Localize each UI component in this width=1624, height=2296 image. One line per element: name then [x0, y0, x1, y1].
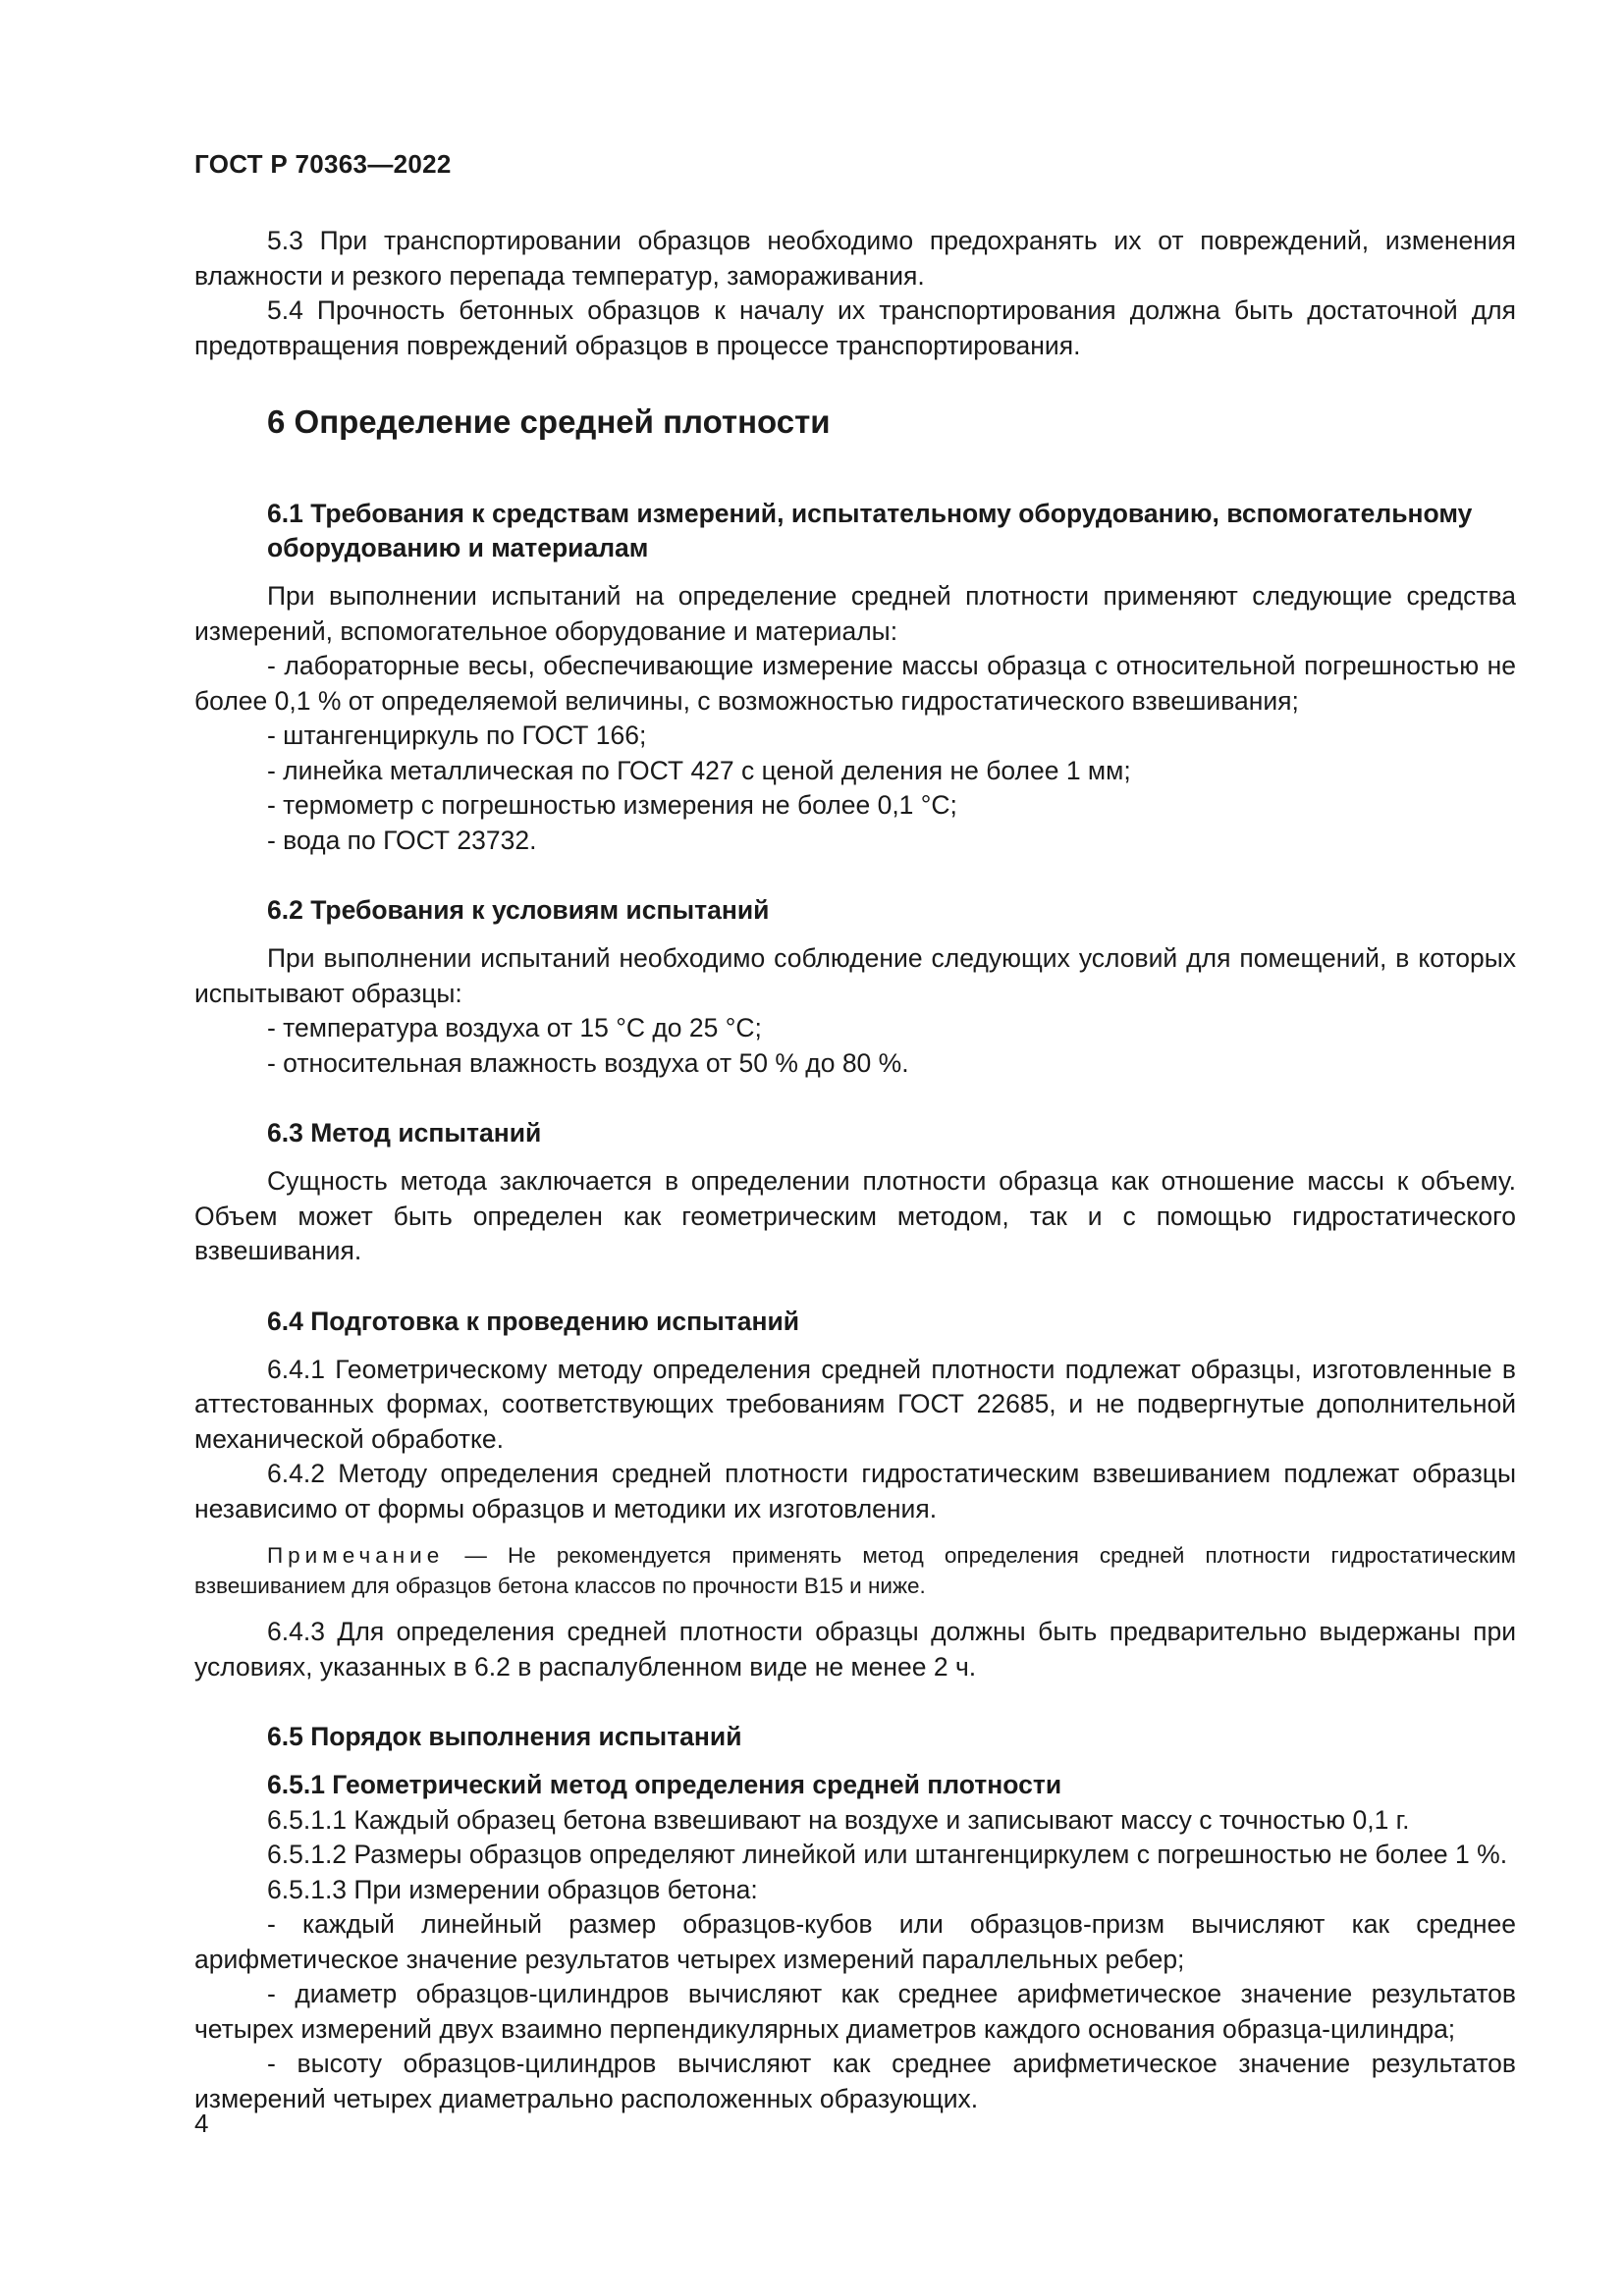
note-label: Примечание [267, 1543, 445, 1568]
paragraph-6-5-1-3: 6.5.1.3 При измерении образцов бетона: [267, 1874, 758, 1904]
note-text: — Не рекомендуется применять метод определения средней плотности гидростатическим взвешиванием для образцов бетона классов по прочности В15 и ниже. [194, 1543, 1516, 1598]
section-6-5-title: 6.5 Порядок выполнения испытаний [267, 1722, 742, 1751]
paragraph-5-3: 5.3 При транспортировании образцов необходимо предохранять их от повреждений, изменения влажности и резкого перепада температур, замораживания. [194, 226, 1516, 291]
document-header: ГОСТ Р 70363—2022 [194, 149, 452, 179]
section-6-title: 6 Определение средней плотности [267, 403, 831, 440]
section-6-2-intro: При выполнении испытаний необходимо соблюдение следующих условий для помещений, в которых испытывают образцы: [194, 943, 1516, 1008]
list-item: - линейка металлическая по ГОСТ 427 с ценой деления не более 1 мм; [267, 755, 1131, 785]
list-item: - каждый линейный размер образцов-кубов или образцов-призм вычисляют как среднее арифметическое значение результатов четырех измерений параллельных ребер; [194, 1909, 1516, 1974]
paragraph-6-4-3: 6.4.3 Для определения средней плотности образцы должны быть предварительно выдержаны при условиях, указанных в 6.2 в распалубленном виде не менее 2 ч. [194, 1617, 1516, 1682]
list-item: - вода по ГОСТ 23732. [267, 825, 537, 855]
section-6-3-text: Сущность метода заключается в определении плотности образца как отношение массы к объему. Объем может быть определен как геометрическим методом, так и с помощью гидростатического взвешивания. [194, 1166, 1516, 1265]
section-6-1-title: 6.1 Требования к средствам измерений, испытательному оборудованию, вспомогательному оборудованию и материалам [267, 499, 1473, 562]
list-item: - штангенциркуль по ГОСТ 166; [267, 721, 647, 750]
note [194, 1540, 1516, 1601]
section-6-1-intro: При выполнении испытаний на определение средней плотности применяют следующие средства измерений, вспомогательное оборудование и материалы: [194, 581, 1516, 646]
list-item: - относительная влажность воздуха от 50 % до 80 %. [267, 1047, 909, 1078]
list-item: - высоту образцов-цилиндров вычисляют как среднее арифметическое значение результатов измерений четырех диаметрально расположенных образующих. [194, 2049, 1516, 2113]
section-6-2-title: 6.2 Требования к условиям испытаний [267, 895, 770, 925]
list-item: - диаметр образцов-цилиндров вычисляют как среднее арифметическое значение результатов четырех измерений двух взаимно перпендикулярных диаметров каждого основания образца-цилиндра; [194, 1979, 1516, 2044]
paragraph-6-4-1: 6.4.1 Геометрическому методу определения средней плотности подлежат образцы, изготовленные в аттестованных формах, соответствующих требованиям ГОСТ 22685, и не подвергнутые дополнительной механической обработке. [194, 1354, 1516, 1454]
list-item: - лабораторные весы, обеспечивающие измерение массы образца с относительной погрешностью не более 0,1 % от определяемой величины, с возможностью гидростатического взвешивания; [194, 651, 1516, 716]
paragraph-5-4: 5.4 Прочность бетонных образцов к началу их транспортирования должна быть достаточной для предотвращения повреждений образцов в процессе транспортирования. [194, 295, 1516, 360]
list-item: - термометр с погрешностью измерения не более 0,1 °С; [267, 790, 957, 820]
paragraph-6-4-2: 6.4.2 Методу определения средней плотности гидростатическим взвешиванием подлежат образцы независимо от формы образцов и методики их изготовления. [194, 1459, 1516, 1523]
section-6-3-title: 6.3 Метод испытаний [267, 1118, 542, 1148]
page-number: 4 [194, 2109, 209, 2138]
paragraph-6-5-1-1: 6.5.1.1 Каждый образец бетона взвешивают на воздухе и записывают массу с точностью 0,1 г. [267, 1804, 1410, 1835]
list-item: - температура воздуха от 15 °С до 25 °С; [267, 1013, 762, 1042]
document-body [194, 224, 1516, 2116]
paragraph-6-5-1-2: 6.5.1.2 Размеры образцов определяют линейкой или штангенциркулем с погрешностью не более 1 %. [267, 1840, 1508, 1869]
section-6-5-1-title: 6.5.1 Геометрический метод определения средней плотности [267, 1770, 1062, 1799]
section-6-4-title: 6.4 Подготовка к проведению испытаний [267, 1306, 800, 1336]
